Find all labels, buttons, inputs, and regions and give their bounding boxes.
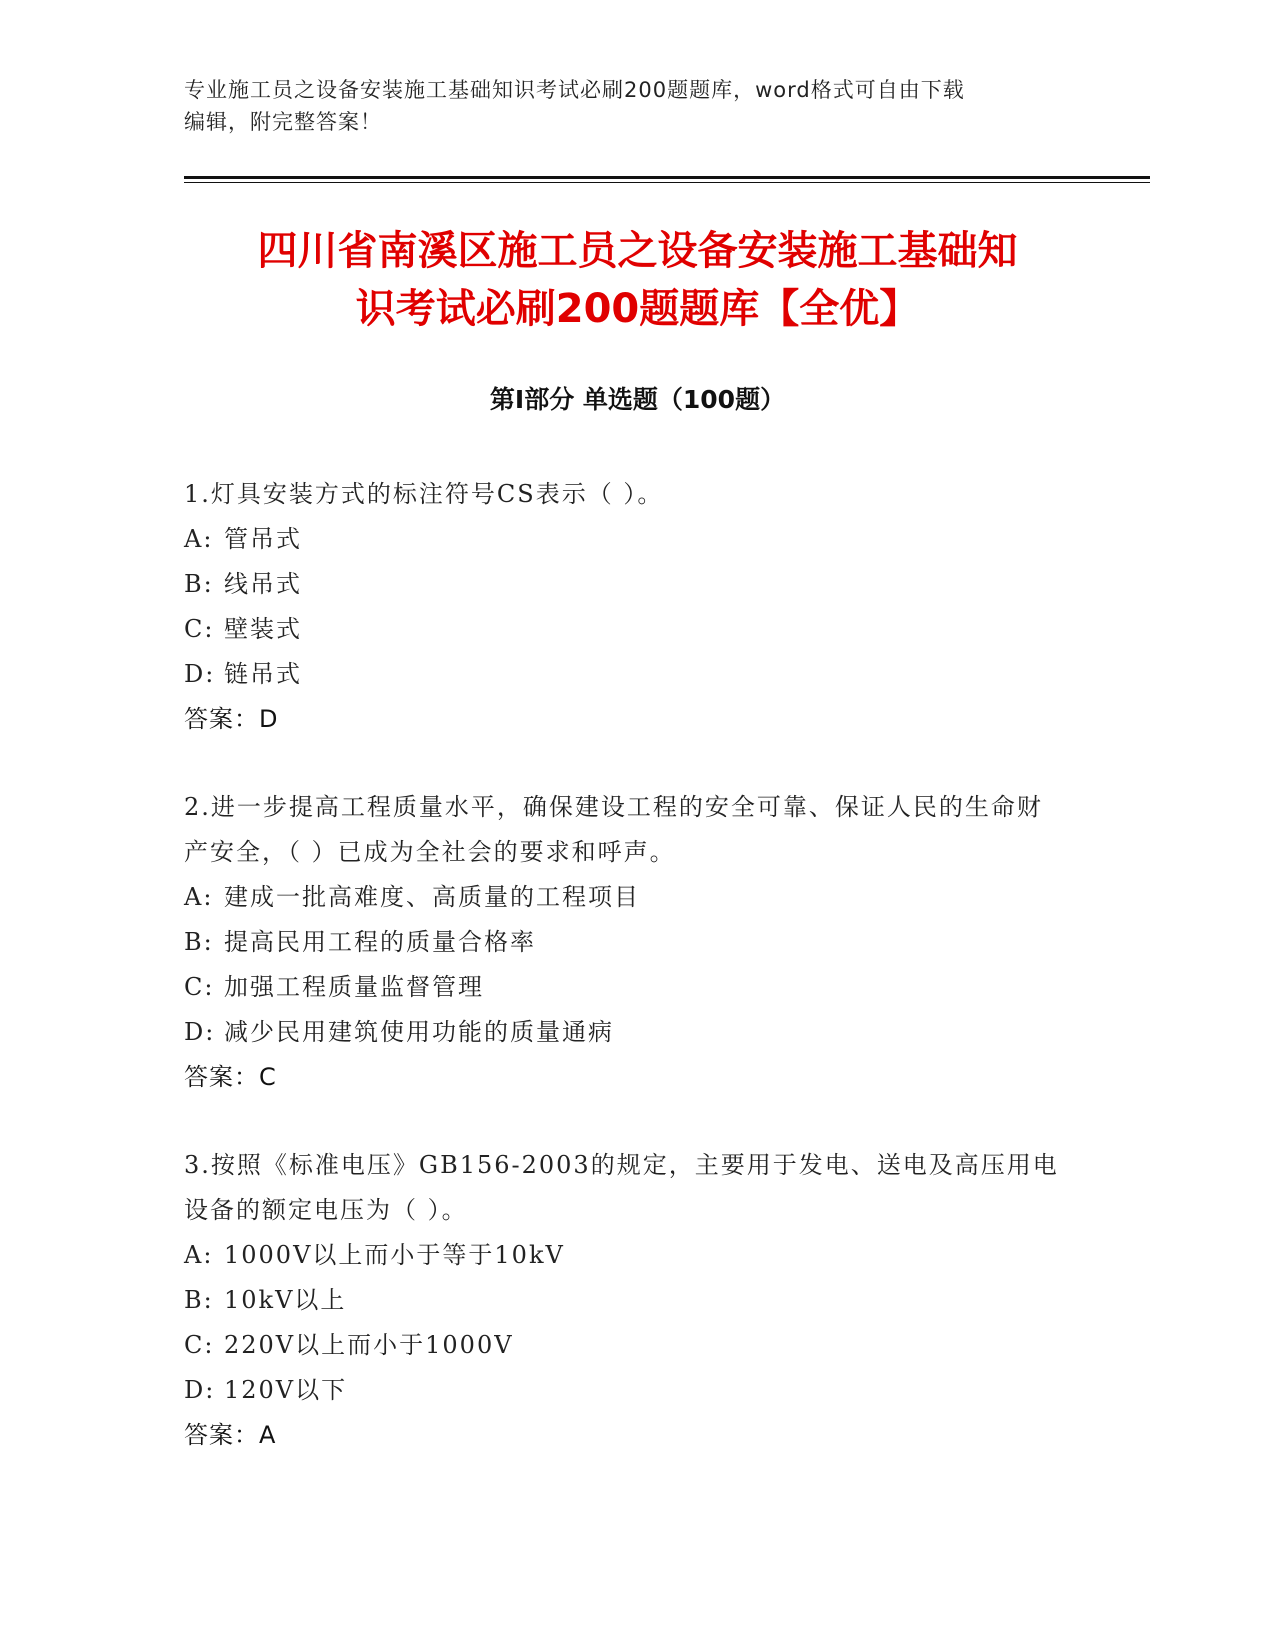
option-letter: C:: [184, 973, 215, 1001]
option-letter: A:: [184, 883, 214, 911]
option-text: 线吊式: [224, 570, 302, 598]
header-divider-thick: [184, 176, 1150, 179]
option-c: [184, 1323, 1064, 1368]
header-note-line2: 编辑，附完整答案！: [184, 110, 382, 134]
question-2: [184, 785, 1064, 1100]
document-title-line1: 四川省南溪区施工员之设备安装施工基础知: [257, 228, 1018, 274]
option-text: 加强工程质量监督管理: [224, 973, 484, 1001]
option-a: [184, 517, 1064, 562]
option-text: 220V以上而小于1000V: [224, 1331, 514, 1359]
document-title-line2: 识考试必刷200题题库【全优】: [355, 286, 920, 332]
option-d: [184, 1010, 1064, 1055]
option-letter: B:: [184, 1286, 214, 1314]
option-text: 1000V以上而小于等于10kV: [224, 1241, 565, 1269]
option-c: [184, 965, 1064, 1010]
option-c: [184, 607, 1064, 652]
option-text: 120V以下: [224, 1376, 348, 1404]
option-a: [184, 875, 1064, 920]
option-b: [184, 1278, 1064, 1323]
option-text: 链吊式: [224, 660, 302, 688]
option-letter: A:: [184, 1241, 214, 1269]
header-note: [184, 74, 1084, 138]
option-d: [184, 1368, 1064, 1413]
option-text: 壁装式: [224, 615, 302, 643]
question-1: [184, 472, 1064, 742]
answer-line: 答案：A: [184, 1421, 277, 1449]
header-divider-thin: [184, 182, 1150, 183]
option-a: [184, 1233, 1064, 1278]
document-title: [150, 222, 1125, 338]
option-letter: C:: [184, 615, 215, 643]
option-letter: D:: [184, 1376, 216, 1404]
section-title: 第Ⅰ部分 单选题（100题）: [489, 385, 786, 414]
option-letter: D:: [184, 1018, 216, 1046]
option-b: [184, 562, 1064, 607]
question-stem: 2.进一步提高工程质量水平，确保建设工程的安全可靠、保证人民的生命财产安全，（ ）已成为全社会的要求和呼声。: [184, 793, 1043, 866]
answer-line: 答案：C: [184, 1063, 277, 1091]
option-text: 10kV以上: [224, 1286, 347, 1314]
option-text: 提高民用工程的质量合格率: [224, 928, 536, 956]
option-text: 管吊式: [224, 525, 302, 553]
option-letter: B:: [184, 570, 214, 598]
option-letter: D:: [184, 660, 216, 688]
option-letter: B:: [184, 928, 214, 956]
option-text: 减少民用建筑使用功能的质量通病: [224, 1018, 614, 1046]
question-stem: 1.灯具安装方式的标注符号CS表示（ ）。: [184, 480, 664, 508]
option-b: [184, 920, 1064, 965]
option-letter: A:: [184, 525, 214, 553]
question-stem: 3.按照《标准电压》GB156-2003的规定，主要用于发电、送电及高压用电设备的额定电压为（ ）。: [184, 1151, 1059, 1224]
header-note-line1: 专业施工员之设备安装施工基础知识考试必刷200题题库，word格式可自由下载: [184, 78, 965, 102]
option-letter: C:: [184, 1331, 215, 1359]
option-text: 建成一批高难度、高质量的工程项目: [224, 883, 640, 911]
option-d: [184, 652, 1064, 697]
answer-line: 答案：D: [184, 705, 279, 733]
question-3: [184, 1143, 1064, 1458]
